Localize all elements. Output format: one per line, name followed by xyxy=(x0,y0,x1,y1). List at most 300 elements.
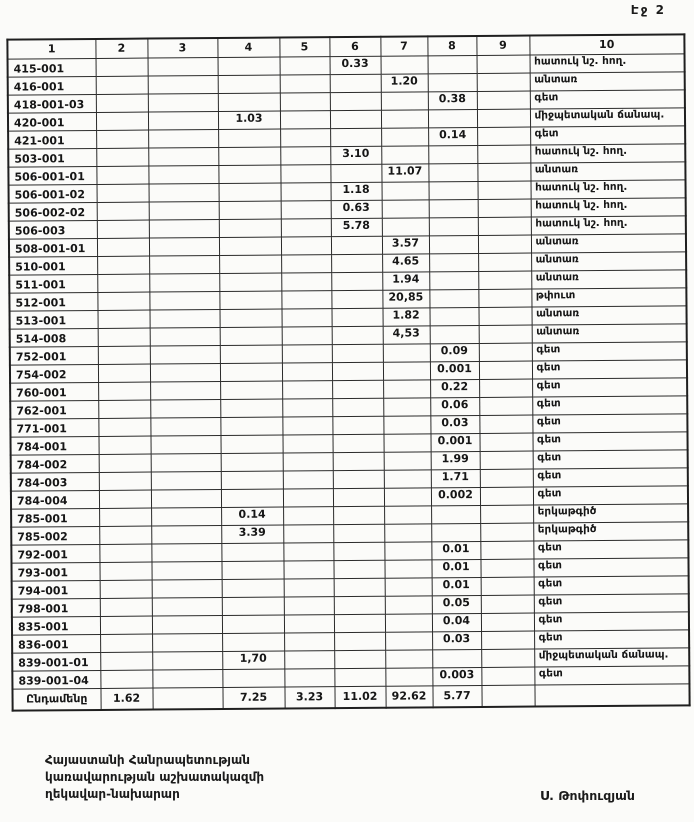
area-value-col9 xyxy=(479,325,532,343)
area-value-col9 xyxy=(480,505,533,523)
area-value-col3 xyxy=(148,76,218,95)
area-value-col5 xyxy=(284,669,334,687)
land-category: գետ xyxy=(532,396,687,415)
signatory-name: Ս. Թոփուզյան xyxy=(540,788,635,803)
area-value-col6 xyxy=(334,614,385,632)
parcel-code: 784-002 xyxy=(11,454,99,473)
area-value-col4 xyxy=(220,381,282,399)
land-category: թփուտ xyxy=(531,288,686,307)
area-value-col3 xyxy=(151,471,221,490)
area-value-col6 xyxy=(332,416,383,434)
area-value-col7 xyxy=(382,200,429,218)
area-value-col9 xyxy=(478,217,531,235)
area-value-col7 xyxy=(381,128,428,146)
area-value-col8: 0.06 xyxy=(430,397,479,415)
parcel-code: 514-008 xyxy=(10,328,98,347)
area-value-col3 xyxy=(152,651,222,670)
area-value-col6 xyxy=(333,506,384,524)
area-value-col4 xyxy=(220,435,282,453)
area-value-col3 xyxy=(148,94,218,113)
area-value-col8: 0.001 xyxy=(430,433,479,451)
area-value-col3 xyxy=(152,615,222,634)
org-line-2: կառավարության աշխատակազմի xyxy=(45,770,265,784)
area-value-col2 xyxy=(98,364,150,382)
total-col5: 3.23 xyxy=(284,687,334,709)
total-col3 xyxy=(152,687,222,709)
total-col9 xyxy=(481,685,534,707)
area-value-col7 xyxy=(383,362,430,380)
area-value-col2 xyxy=(98,418,150,436)
area-value-col4: 1,70 xyxy=(222,651,284,669)
area-value-col4 xyxy=(220,417,282,435)
area-value-col2 xyxy=(99,454,151,472)
area-value-col5 xyxy=(282,417,332,435)
land-category: հատուկ նշ. հող. xyxy=(531,180,686,199)
area-value-col4: 3.39 xyxy=(221,525,283,543)
area-value-col5 xyxy=(282,363,332,381)
area-value-col3 xyxy=(151,489,221,508)
column-header-6: 6 xyxy=(329,37,380,57)
area-value-col6 xyxy=(334,632,385,650)
area-value-col6 xyxy=(334,578,385,596)
area-value-col6 xyxy=(333,452,384,470)
area-value-col6 xyxy=(330,74,381,92)
area-value-col8 xyxy=(429,235,478,253)
area-value-col2 xyxy=(99,562,151,580)
area-value-col6 xyxy=(333,470,384,488)
area-value-col5 xyxy=(281,255,331,273)
column-header-7: 7 xyxy=(380,36,427,56)
area-value-col7 xyxy=(385,614,432,632)
parcel-code: 415-001 xyxy=(8,58,96,77)
land-category: գետ xyxy=(532,342,687,361)
parcel-code: 793-001 xyxy=(11,562,99,581)
parcel-code: 512-001 xyxy=(9,292,97,311)
parcel-code: 762-001 xyxy=(10,400,98,419)
area-value-col5 xyxy=(282,399,332,417)
land-category: հատուկ նշ. հող. xyxy=(531,216,686,235)
area-value-col6 xyxy=(332,362,383,380)
area-value-col7 xyxy=(384,488,431,506)
area-value-col5 xyxy=(284,615,334,633)
area-value-col8: 1.99 xyxy=(431,451,480,469)
area-value-col2 xyxy=(100,598,152,616)
area-value-col7: 4.65 xyxy=(382,254,429,272)
area-value-col8: 0.03 xyxy=(432,631,481,649)
area-value-col2 xyxy=(100,580,152,598)
parcel-code: 839-001-04 xyxy=(12,670,100,689)
area-value-col2 xyxy=(96,76,148,94)
area-value-col7 xyxy=(384,470,431,488)
area-value-col3 xyxy=(150,435,220,454)
area-value-col2 xyxy=(98,436,150,454)
area-value-col8: 0.001 xyxy=(430,361,479,379)
area-value-col5 xyxy=(280,111,330,129)
area-value-col5 xyxy=(282,345,332,363)
area-value-col2 xyxy=(96,130,148,148)
area-value-col9 xyxy=(477,55,530,73)
area-value-col7 xyxy=(381,56,428,74)
parcel-code: 511-001 xyxy=(9,274,97,293)
area-value-col3 xyxy=(149,238,219,257)
area-value-col2 xyxy=(97,274,149,292)
area-value-col3 xyxy=(150,382,220,401)
parcel-code: 510-001 xyxy=(9,256,97,275)
area-value-col3 xyxy=(148,148,218,167)
area-value-col3 xyxy=(149,184,219,203)
area-value-col4 xyxy=(222,597,284,615)
area-value-col9 xyxy=(480,541,533,559)
area-value-col5 xyxy=(283,507,333,525)
area-value-col4 xyxy=(222,669,284,687)
area-value-col3 xyxy=(149,220,219,239)
org-line-1: Հայաստանի Հանրապետության xyxy=(45,753,250,767)
area-value-col6 xyxy=(331,254,382,272)
land-category: գետ xyxy=(534,612,689,631)
area-value-col5 xyxy=(280,75,330,93)
area-value-col7: 1.82 xyxy=(382,308,429,326)
area-value-col4 xyxy=(218,129,280,147)
area-value-col5 xyxy=(282,327,332,345)
area-value-col2 xyxy=(96,94,148,112)
area-value-col2 xyxy=(97,220,149,238)
area-value-col6: 1.18 xyxy=(331,182,382,200)
area-value-col4 xyxy=(219,237,281,255)
area-value-col8 xyxy=(428,73,477,91)
area-value-col9 xyxy=(478,181,531,199)
land-category: անտառ xyxy=(530,162,685,181)
area-value-col5 xyxy=(283,471,333,489)
area-value-col8 xyxy=(429,289,478,307)
area-value-col3 xyxy=(152,579,222,598)
land-category: միջպետական ճանապ. xyxy=(530,108,685,127)
parcel-code: 835-001 xyxy=(12,616,100,635)
area-value-col4: 0.14 xyxy=(221,507,283,525)
area-value-col7: 1.94 xyxy=(382,272,429,290)
parcel-code: 506-001-02 xyxy=(9,184,97,203)
area-value-col2 xyxy=(96,112,148,130)
land-category: գետ xyxy=(532,360,687,379)
land-category: հատուկ նշ. հող. xyxy=(530,144,685,163)
area-value-col3 xyxy=(151,561,221,580)
parcel-code: 784-003 xyxy=(11,472,99,491)
area-value-col9 xyxy=(479,379,532,397)
area-value-col7 xyxy=(385,668,432,686)
area-value-col5 xyxy=(280,165,330,183)
total-col4: 7.25 xyxy=(222,687,284,709)
total-col8: 5.77 xyxy=(432,685,481,707)
area-value-col2 xyxy=(97,292,149,310)
area-value-col8 xyxy=(429,181,478,199)
parcel-code: 752-001 xyxy=(10,346,98,365)
area-value-col4 xyxy=(218,93,280,111)
page-number-label: Էջ 2 xyxy=(630,3,666,17)
land-category: անտառ xyxy=(532,324,687,343)
area-value-col2 xyxy=(98,328,150,346)
table-body xyxy=(8,54,690,689)
area-value-col8: 0.002 xyxy=(431,487,480,505)
land-category: գետ xyxy=(533,450,688,469)
parcel-code: 760-001 xyxy=(10,382,98,401)
area-value-col2 xyxy=(100,634,152,652)
area-value-col2 xyxy=(99,490,151,508)
area-value-col6 xyxy=(332,326,383,344)
area-value-col6 xyxy=(332,344,383,362)
parcel-code: 794-001 xyxy=(12,580,100,599)
area-value-col9 xyxy=(480,523,533,541)
area-value-col4 xyxy=(222,579,284,597)
area-value-col5 xyxy=(282,435,332,453)
area-value-col9 xyxy=(478,253,531,271)
area-value-col9 xyxy=(481,613,534,631)
area-value-col9 xyxy=(480,469,533,487)
area-value-col6 xyxy=(331,272,382,290)
area-value-col7 xyxy=(381,110,428,128)
area-value-col8: 0.05 xyxy=(432,595,481,613)
area-value-col3 xyxy=(149,292,219,311)
org-line-3: ղեկավար-նախարար xyxy=(45,787,180,801)
area-value-col5 xyxy=(281,219,331,237)
area-value-col7 xyxy=(383,434,430,452)
area-value-col5 xyxy=(283,561,333,579)
total-col2: 1.62 xyxy=(100,688,152,710)
area-value-col7 xyxy=(385,650,432,668)
area-value-col2 xyxy=(98,346,150,364)
land-category: գետ xyxy=(533,540,688,559)
column-header-9: 9 xyxy=(476,36,529,56)
area-value-col9 xyxy=(479,433,532,451)
area-value-col3 xyxy=(148,166,218,185)
parcel-code: 798-001 xyxy=(12,598,100,617)
area-value-col4 xyxy=(220,309,282,327)
parcel-code: 784-004 xyxy=(11,490,99,509)
area-value-col7: 20,85 xyxy=(382,290,429,308)
area-value-col4 xyxy=(220,345,282,363)
area-value-col9 xyxy=(478,235,531,253)
land-category: անտառ xyxy=(531,306,686,325)
land-category: գետ xyxy=(532,414,687,433)
parcel-code: 506-002-02 xyxy=(9,202,97,221)
total-col7: 92.62 xyxy=(385,686,432,708)
area-value-col2 xyxy=(99,472,151,490)
area-value-col8 xyxy=(429,253,478,271)
area-value-col5 xyxy=(281,201,331,219)
area-value-col2 xyxy=(96,148,148,166)
area-value-col7 xyxy=(384,452,431,470)
area-value-col3 xyxy=(149,202,219,221)
area-value-col7 xyxy=(384,506,431,524)
land-category: անտառ xyxy=(531,234,686,253)
area-value-col5 xyxy=(281,183,331,201)
area-value-col5 xyxy=(284,651,334,669)
area-value-col8 xyxy=(428,55,477,73)
area-value-col6 xyxy=(333,488,384,506)
area-value-col4 xyxy=(219,219,281,237)
area-value-col8: 0.14 xyxy=(428,127,477,145)
area-value-col3 xyxy=(151,543,221,562)
land-category: երկաթգիծ xyxy=(533,504,688,523)
area-value-col3 xyxy=(151,525,221,544)
area-value-col8: 1.71 xyxy=(431,469,480,487)
area-value-col8 xyxy=(429,217,478,235)
area-value-col6 xyxy=(333,542,384,560)
area-value-col7: 4,53 xyxy=(383,326,430,344)
land-category: հատուկ նշ. հող. xyxy=(531,198,686,217)
area-value-col2 xyxy=(97,256,149,274)
land-category: անտառ xyxy=(530,72,685,91)
area-value-col8 xyxy=(431,523,480,541)
area-value-col9 xyxy=(480,559,533,577)
area-value-col7 xyxy=(384,560,431,578)
land-parcel-table xyxy=(6,33,690,711)
area-value-col8 xyxy=(429,199,478,217)
area-value-col9 xyxy=(478,289,531,307)
area-value-col6 xyxy=(330,128,381,146)
area-value-col3 xyxy=(148,58,218,77)
area-value-col5 xyxy=(281,309,331,327)
area-value-col9 xyxy=(480,451,533,469)
area-value-col8: 0.01 xyxy=(431,559,480,577)
area-value-col4 xyxy=(221,489,283,507)
area-value-col9 xyxy=(477,73,530,91)
parcel-code: 420-001 xyxy=(8,112,96,131)
area-value-col2 xyxy=(96,166,148,184)
area-value-col9 xyxy=(481,667,534,685)
area-value-col8: 0.01 xyxy=(431,541,480,559)
parcel-code: 785-001 xyxy=(11,508,99,527)
area-value-col8 xyxy=(428,145,477,163)
area-value-col6 xyxy=(332,380,383,398)
area-value-col7 xyxy=(385,578,432,596)
area-value-col9 xyxy=(481,631,534,649)
area-value-col2 xyxy=(97,202,149,220)
area-value-col4: 1.03 xyxy=(218,111,280,129)
area-value-col4 xyxy=(221,543,283,561)
area-value-col6: 5.78 xyxy=(331,218,382,236)
area-value-col5 xyxy=(281,291,331,309)
parcel-code: 784-001 xyxy=(10,436,98,455)
issuing-organization-block xyxy=(45,752,264,803)
area-value-col5 xyxy=(282,381,332,399)
area-value-col7 xyxy=(381,146,428,164)
parcel-code: 836-001 xyxy=(12,634,100,653)
area-value-col8 xyxy=(429,307,478,325)
parcel-code: 421-001 xyxy=(8,130,96,149)
land-category: երկաթգիծ xyxy=(533,522,688,541)
area-value-col9 xyxy=(479,343,532,361)
area-value-col5 xyxy=(283,525,333,543)
area-value-col6: 0.33 xyxy=(330,56,381,74)
area-value-col5 xyxy=(280,147,330,165)
area-value-col9 xyxy=(477,109,530,127)
parcel-code: 754-002 xyxy=(10,364,98,383)
area-value-col4 xyxy=(218,75,280,93)
area-value-col8 xyxy=(429,271,478,289)
area-value-col8: 0.04 xyxy=(432,613,481,631)
area-value-col9 xyxy=(481,649,534,667)
area-value-col2 xyxy=(96,58,148,76)
area-value-col7 xyxy=(383,344,430,362)
area-value-col4 xyxy=(221,471,283,489)
area-value-col9 xyxy=(478,307,531,325)
area-value-col5 xyxy=(283,489,333,507)
parcel-code: 416-001 xyxy=(8,76,96,95)
area-value-col4 xyxy=(220,327,282,345)
column-header-3: 3 xyxy=(147,38,217,58)
land-category: գետ xyxy=(534,576,689,595)
parcel-code: 418-001-03 xyxy=(8,94,96,113)
area-value-col8 xyxy=(428,109,477,127)
area-value-col2 xyxy=(100,670,152,688)
area-value-col6 xyxy=(334,668,385,686)
total-label: Ընդամենը xyxy=(12,688,100,710)
area-value-col7: 1.20 xyxy=(381,74,428,92)
area-value-col5 xyxy=(283,543,333,561)
area-value-col8 xyxy=(430,325,479,343)
area-value-col8: 0.03 xyxy=(430,415,479,433)
area-value-col3 xyxy=(150,310,220,329)
area-value-col7 xyxy=(384,542,431,560)
area-value-col3 xyxy=(150,328,220,347)
area-value-col7 xyxy=(384,524,431,542)
area-value-col7: 11.07 xyxy=(381,164,428,182)
area-value-col2 xyxy=(98,382,150,400)
area-value-col7 xyxy=(383,380,430,398)
total-row xyxy=(12,684,689,711)
area-value-col7 xyxy=(382,218,429,236)
area-value-col4 xyxy=(219,183,281,201)
land-category: գետ xyxy=(532,378,687,397)
area-value-col7 xyxy=(381,92,428,110)
area-value-col4 xyxy=(221,453,283,471)
area-value-col5 xyxy=(283,453,333,471)
area-value-col9 xyxy=(477,163,530,181)
column-header-10: 10 xyxy=(529,34,684,55)
column-header-5: 5 xyxy=(279,37,329,57)
area-value-col6 xyxy=(334,596,385,614)
column-header-8: 8 xyxy=(427,36,476,56)
area-value-col9 xyxy=(481,595,534,613)
area-value-col7 xyxy=(385,632,432,650)
area-value-col2 xyxy=(98,310,150,328)
land-category: հատուկ նշ. հող. xyxy=(530,54,685,73)
area-value-col8: 0.09 xyxy=(430,343,479,361)
area-value-col5 xyxy=(280,93,330,111)
land-category: գետ xyxy=(534,594,689,613)
parcel-code: 771-001 xyxy=(10,418,98,437)
parcel-code: 513-001 xyxy=(10,310,98,329)
area-value-col6 xyxy=(330,110,381,128)
area-value-col8 xyxy=(428,163,477,181)
total-col10 xyxy=(534,684,689,707)
area-value-col9 xyxy=(478,199,531,217)
total-col6: 11.02 xyxy=(334,686,385,708)
parcel-code: 792-001 xyxy=(11,544,99,563)
area-value-col4 xyxy=(219,273,281,291)
land-parcel-table-wrap xyxy=(6,33,688,711)
area-value-col4 xyxy=(218,57,280,75)
area-value-col6 xyxy=(332,434,383,452)
area-value-col8: 0.01 xyxy=(432,577,481,595)
area-value-col5 xyxy=(281,237,331,255)
area-value-col8 xyxy=(432,649,481,667)
area-value-col9 xyxy=(477,127,530,145)
area-value-col3 xyxy=(152,669,222,688)
area-value-col3 xyxy=(148,112,218,131)
area-value-col2 xyxy=(100,616,152,634)
area-value-col6 xyxy=(331,290,382,308)
area-value-col4 xyxy=(222,615,284,633)
